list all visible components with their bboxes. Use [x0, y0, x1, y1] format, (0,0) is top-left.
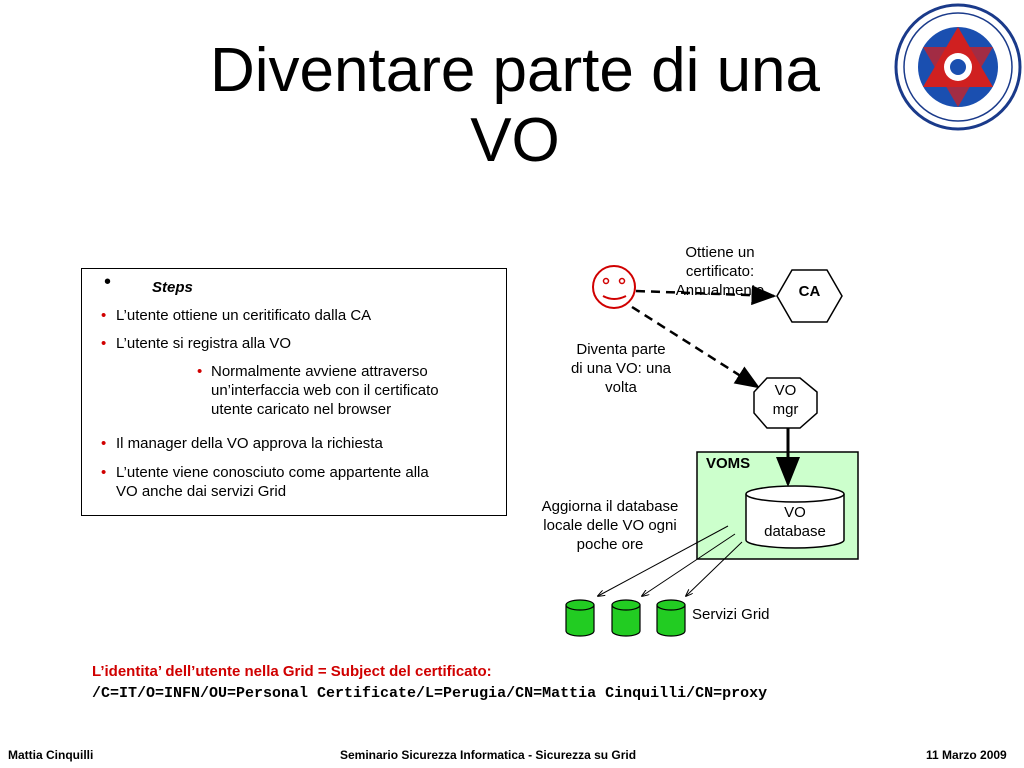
vo-database-line-2: database	[764, 523, 826, 540]
step-item-4: L’utente viene conosciuto come appartente alla	[116, 464, 429, 481]
footer-author: Mattia Cinquilli	[8, 748, 94, 762]
grid-service-db-icon	[612, 600, 640, 636]
sub-item-line-1: Normalmente avviene attraverso	[211, 363, 428, 380]
sub-item-line-2: un’interfaccia web con il certificato	[211, 382, 439, 399]
vo-mgr-label	[754, 381, 817, 419]
ottiene-line-3: Annualmente	[675, 282, 765, 299]
identity-label: L’identita’ dell’utente nella Grid = Subject del certificato:	[92, 663, 492, 680]
aggiorna-line-3: poche ore	[576, 536, 644, 553]
ottiene-line-1: Ottiene un	[685, 244, 755, 261]
step-item-3: Il manager della VO approva la richiesta	[116, 435, 383, 452]
voms-label: VOMS	[706, 455, 751, 472]
footer-title: Seminario Sicurezza Informatica - Sicurezza su Grid	[340, 748, 637, 762]
ottiene-label	[655, 243, 785, 300]
sub-item-line-3: utente caricato nel browser	[211, 401, 392, 418]
aggiorna-line-1: Aggiorna il database	[541, 498, 679, 515]
bullet-dot: •	[104, 271, 112, 293]
step-item-1: L’utente ottiene un ceritificato dalla CA	[116, 307, 372, 324]
step-item-4-cont: VO anche dai servizi Grid	[116, 483, 287, 500]
grid-service-db-icon	[566, 600, 594, 636]
vo-database-label	[746, 503, 844, 541]
vo-database-line-1: VO	[784, 504, 806, 521]
bullet-icon: •	[101, 307, 107, 324]
aggiorna-label	[525, 497, 695, 554]
diventa-line-2: di una VO: una	[570, 360, 672, 377]
grid-service-db-icon	[657, 600, 685, 636]
vo-mgr-line-1: VO	[774, 382, 797, 399]
diventa-label	[556, 340, 686, 397]
vo-mgr-line-2: mgr	[772, 401, 799, 418]
identity-subject-value: /C=IT/O=INFN/OU=Personal Certificate/L=Perugia/CN=Mattia Cinquilli/CN=proxy	[92, 685, 768, 702]
bullet-icon: •	[101, 435, 107, 452]
user-smiley-icon	[593, 266, 635, 308]
step-item-2: L’utente si registra alla VO	[116, 335, 292, 352]
servizi-grid-label: Servizi Grid	[692, 606, 770, 623]
diventa-line-3: volta	[605, 379, 637, 396]
title-line-2: VO	[470, 106, 560, 175]
diventa-line-1: Diventa parte	[576, 341, 666, 358]
bullet-icon: •	[101, 464, 107, 481]
footer-date: 11 Marzo 2009	[926, 748, 1007, 762]
bullet-icon: •	[101, 335, 107, 352]
title-line-1: Diventare parte di una	[209, 36, 821, 105]
ottiene-line-2: certificato:	[685, 263, 755, 280]
bullet-icon: •	[197, 363, 203, 380]
steps-heading: Steps	[152, 279, 193, 296]
aggiorna-line-2: locale delle VO ogni	[543, 517, 677, 534]
ca-label: CA	[798, 283, 821, 300]
